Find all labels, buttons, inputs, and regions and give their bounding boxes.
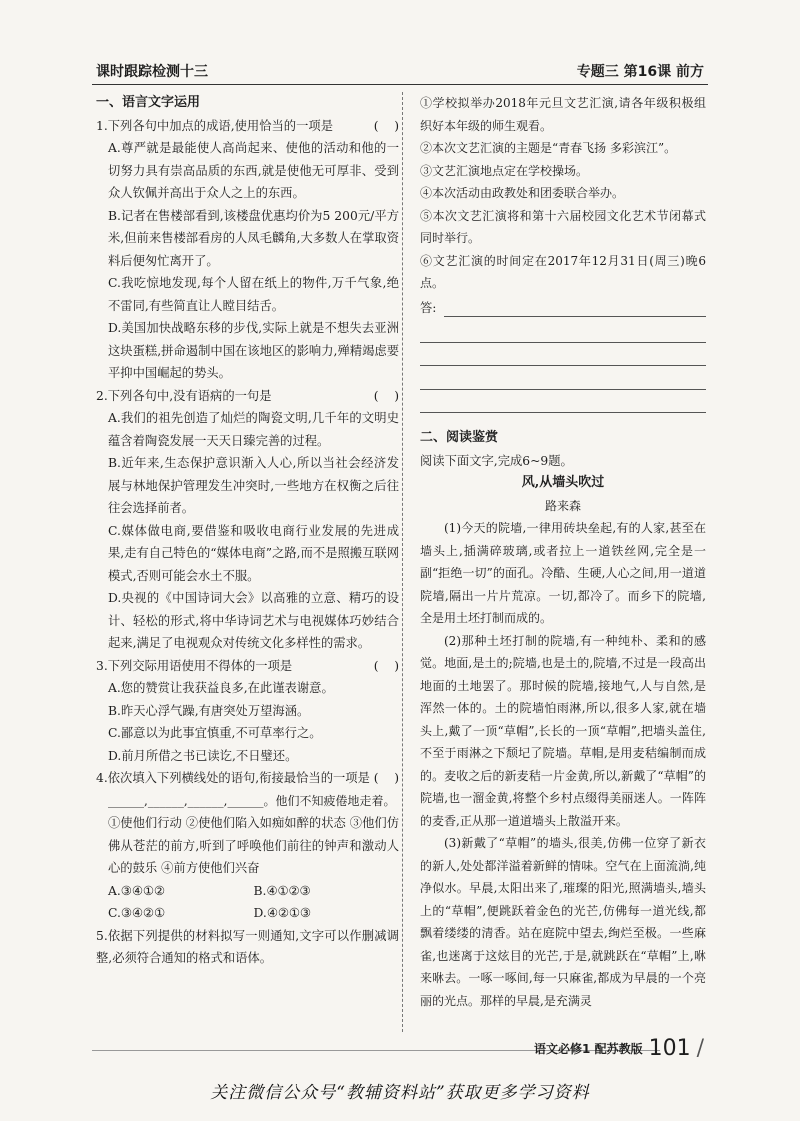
q1-option-a: A.尊严就是最能使人高尚起来、使他的活动和他的一切努力具有崇高品质的东西,就是使他无可厚非、受到众人钦佩并高出于众人之上的东西。 xyxy=(108,141,399,200)
page-header-title: 课时跟踪检测十三 xyxy=(96,64,208,80)
essay-title: 风,从墙头吹过 xyxy=(521,475,605,490)
q1-option-c: C.我吃惊地发现,每个人留在纸上的物件,万千气象,绝不雷同,有些简直让人瞠目结舌。 xyxy=(108,276,399,313)
q4-items: ①使他们行动 ②使他们陷入如痴如醉的状态 ③他们仿佛从苍茫的前方,听到了呼唤他们前往的钟声和激动人心的鼓乐 ④前方使他们兴奋 xyxy=(108,816,399,875)
q1-option-d: D.美国加快战略东移的步伐,实际上就是不想失去亚洲这块蛋糕,拼命遏制中国在该地区的影响力,殚精竭虑要平抑中国崛起的势头。 xyxy=(108,321,399,380)
q4-choices xyxy=(96,880,399,925)
reading-intro: 阅读下面文字,完成6~9题。 xyxy=(420,453,573,468)
answer-line[interactable] xyxy=(420,343,706,367)
material-2: ②本次文艺汇演的主题是“青春飞扬 多彩滨江”。 xyxy=(420,141,677,155)
essay-author: 路来森 xyxy=(544,498,581,513)
q4-choice-d: D.④②①③ xyxy=(253,906,311,920)
material-5: ⑤本次文艺汇演将和第十六届校园文化艺术节闭幕式同时举行。 xyxy=(420,208,706,245)
right-column xyxy=(420,92,706,1012)
q3-option-b: B.昨天心浮气躁,有唐突处万望海涵。 xyxy=(108,703,310,718)
column-divider xyxy=(402,92,403,1032)
q2-option-a: A.我们的祖先创造了灿烂的陶瓷文明,几千年的文明史蕴含着陶瓷发展一天天日臻完善的过程。 xyxy=(108,411,399,448)
q4-choice-b: B.④①②③ xyxy=(253,883,311,898)
header-rule xyxy=(92,84,708,85)
question-5-stem: 5.依据下列提供的材料拟写一则通知,文字可以作删减调整,必须符合通知的格式和语体。 xyxy=(96,928,399,965)
q4-choice-c: C.③④②① xyxy=(108,906,165,920)
q2-option-b: B.近年来,生态保护意识渐入人心,所以当社会经济发展与林地保护管理发生冲突时,一些地方在权衡之后往往会选择前者。 xyxy=(108,456,399,515)
question-3-stem: 3.下列交际用语使用不得体的一项是 ( ) xyxy=(96,658,399,673)
section-heading-language: 一、语言文字运用 xyxy=(96,95,201,110)
q4-blank-line: ______,______,______,______。他们不知疲倦地走着。 xyxy=(108,793,396,808)
question-4-stem: 4.依次填入下列横线处的语句,衔接最恰当的一项是 ( ) xyxy=(96,771,399,785)
q1-option-b: B.记者在售楼部看到,该楼盘优惠均价为5 200元/平方米,但前来售楼部看房的人凤毛麟角,大多数人在掌取资料后便匆忙离开了。 xyxy=(108,208,399,268)
page-header-chapter: 专题三 第16课 前方 xyxy=(576,64,704,80)
page-number: 101 xyxy=(648,1036,691,1061)
q3-option-d: D.前月所借之书已读讫,不日璧还。 xyxy=(108,748,298,763)
essay-paragraph-1: (1)今天的院墙,一律用砖块垒起,有的人家,甚至在墙头上,插满碎玻璃,或者拉上一道铁丝网,完全是一副“拒绝一切”的面孔。冷酷、生硬,人心之间,用一道道院墙,隔出一片片荒凉。一切,都冷了。而乡下的院墙,全是用土坯打制而成的。 xyxy=(420,521,706,625)
question-1-stem: 1.下列各句中加点的成语,使用恰当的一项是 ( ) xyxy=(96,118,399,133)
material-3: ③文艺汇演地点定在学校操场。 xyxy=(420,163,589,178)
q2-option-c: C.媒体做电商,要借鉴和吸收电商行业发展的先进成果,走有自己特色的“媒体电商”之路,而不是照搬互联网模式,否则可能会水土不服。 xyxy=(108,523,399,583)
answer-line[interactable] xyxy=(444,297,706,317)
slash-decoration: / xyxy=(696,1036,704,1061)
q3-option-a: A.您的赞赏让我获益良多,在此谨表谢意。 xyxy=(108,681,334,695)
left-column xyxy=(96,92,399,970)
question-2-stem: 2.下列各句中,没有语病的一句是 ( ) xyxy=(96,388,399,403)
q4-choice-a: A.③④①② xyxy=(108,883,165,898)
answer-line[interactable] xyxy=(420,366,706,390)
q3-option-c: C.鄙意以为此事宜慎重,不可草率行之。 xyxy=(108,726,322,740)
book-label: 语文必修1 配苏教版 xyxy=(534,1042,643,1056)
material-1: ①学校拟举办2018年元旦文艺汇演,请各年级积极组织好本年级的师生观看。 xyxy=(420,96,706,133)
section-heading-reading: 二、阅读鉴赏 xyxy=(420,430,499,445)
answer-line[interactable] xyxy=(420,390,706,414)
essay-paragraph-2: (2)那种土坯打制的院墙,有一种纯朴、柔和的感觉。地面,是土的;院墙,也是土的,院墙,不过是一段高出地面的土地罢了。那时候的院墙,接地气,人与自然,是浑然一体的。土的院墙怕雨淋,所以,很多人家,就在墙头上,戴了一顶“草帽”,长长的一顶“草帽”,把墙头盖住,不至于雨淋之下颓圮了院墙。草帽,是用麦秸编制而成的。麦收之后的新麦秸一片金黄,所以,新戴了“草帽”的院墙,也一溜金黄,将整个乡村点缀得美丽迷人。一阵阵的麦香,正从那一道道墙头上散溢开来。 xyxy=(420,633,706,828)
answer-area[interactable] xyxy=(420,297,706,320)
q2-option-d: D.央视的《中国诗词大会》以高雅的立意、精巧的设计、轻松的形式,将中华诗词艺术与电视媒体巧妙结合起来,满足了电视观众对传统文化多样性的需求。 xyxy=(108,591,399,650)
answer-line[interactable] xyxy=(420,319,706,343)
essay-paragraph-3: (3)新戴了“草帽”的墙头,很美,仿佛一位穿了新衣的新人,处处都洋溢着新鲜的情味。空气在上面流淌,纯净似水。早晨,太阳出来了,璀璨的阳光,照满墙头,墙头上的“草帽”,便跳跃着金色的光芒,仿佛每一道光线,都飘着缕缕的清香。站在庭院中望去,绚烂至极。一些麻雀,也迷离于这炫目的光芒,于是,就跳跃在“草帽”上,咻来咻去。一啄一啄间,每一只麻雀,都成为早晨的一个亮丽的光点。那样的早晨,是充满灵 xyxy=(420,836,706,1008)
answer-label: 答: xyxy=(420,300,437,315)
material-4: ④本次活动由政教处和团委联合举办。 xyxy=(420,186,625,200)
page-footer xyxy=(534,1036,704,1061)
promo-note: 关注微信公众号“教辅资料站”获取更多学习资料 xyxy=(210,1083,590,1103)
material-6: ⑥文艺汇演的时间定在2017年12月31日(周三)晚6点。 xyxy=(420,253,706,290)
